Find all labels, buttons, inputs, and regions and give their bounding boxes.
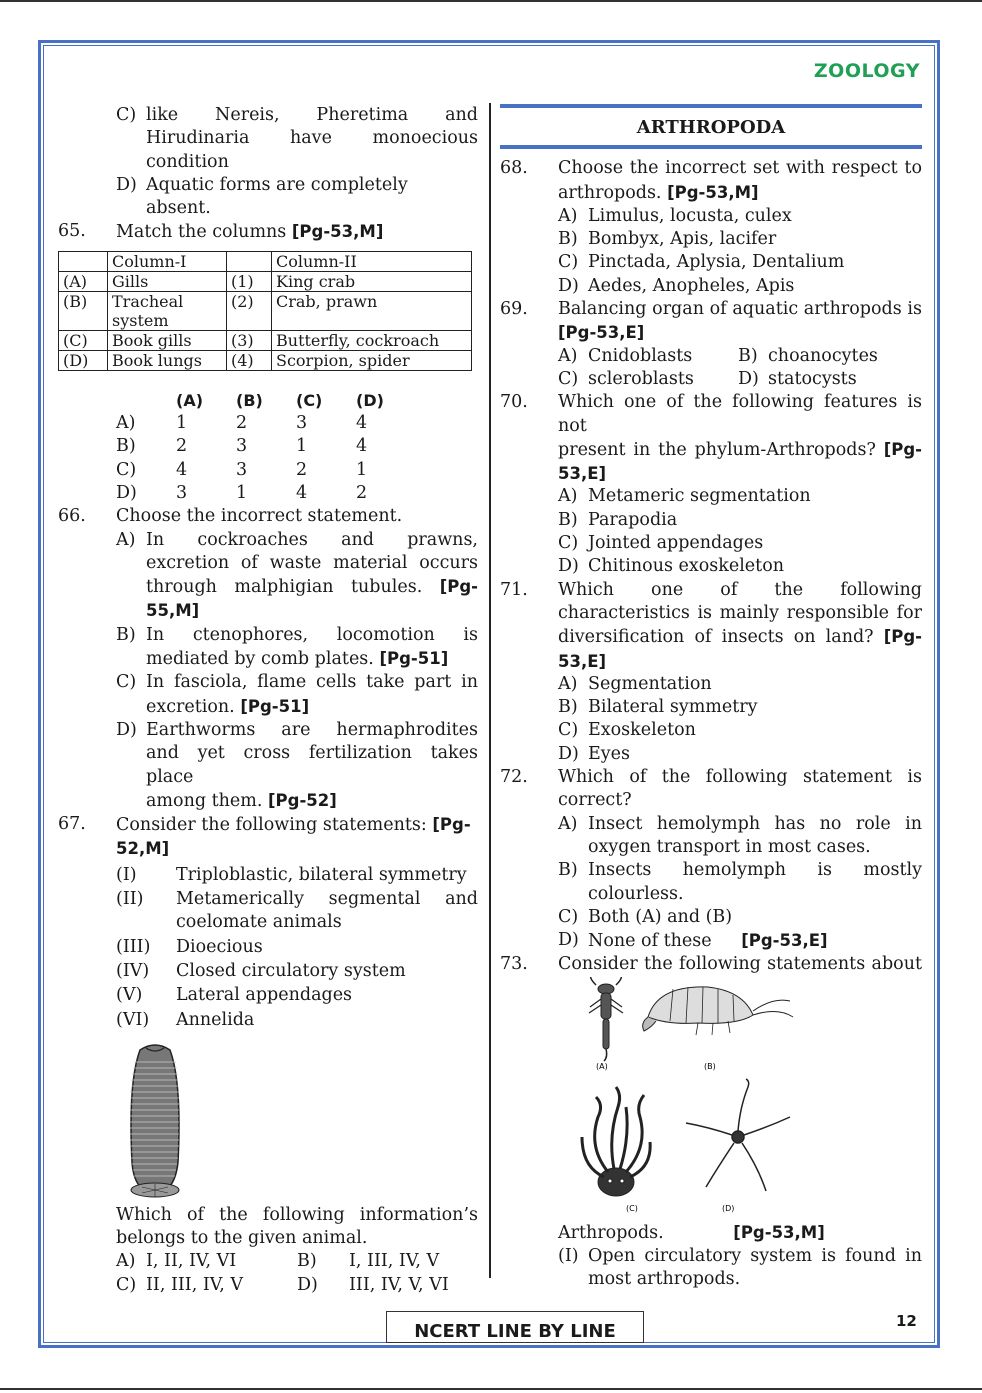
table-row — [59, 330, 472, 350]
option-label: B) — [116, 624, 136, 645]
statement-text: Triploblastic, bilateral symmetry — [176, 864, 467, 885]
cell: King crab — [272, 271, 472, 291]
answer-value: 2 — [296, 459, 308, 480]
q68-option — [558, 275, 922, 298]
option-label: D) — [558, 275, 579, 296]
page-reference: [Pg-53,E] — [741, 931, 828, 951]
statement-text: Annelida — [176, 1009, 255, 1030]
page-reference: [Pg-51] — [240, 696, 310, 716]
question-65 — [58, 220, 478, 244]
page-reference: [Pg-51] — [379, 649, 449, 669]
page-reference: [Pg-53,M] — [667, 182, 759, 202]
option-label: C) — [116, 459, 137, 480]
question-number: 70. — [500, 392, 528, 413]
table-row — [59, 271, 472, 291]
question-number: 65. — [58, 221, 86, 242]
option-label: B) — [116, 436, 136, 457]
fig-label-b: (B) — [704, 1061, 716, 1071]
option-label: D) — [116, 719, 137, 740]
option-text: condition — [146, 151, 229, 172]
option-label: B) — [297, 1251, 317, 1272]
q70-option — [558, 509, 922, 532]
question-71 — [500, 579, 922, 673]
match-table — [58, 251, 472, 371]
top-rule — [0, 0, 982, 2]
option-label: A) — [558, 673, 578, 694]
starfish-figure — [686, 1079, 790, 1191]
row-label: (C) — [59, 330, 108, 350]
option-label: C) — [558, 533, 579, 554]
option-text: choanocytes — [768, 345, 878, 366]
statement-number: (I) — [116, 864, 137, 885]
page-reference: [Pg- — [883, 439, 922, 459]
answer-value: 4 — [356, 413, 368, 434]
option-text: Parapodia — [588, 509, 678, 530]
q67-options-row2 — [116, 1274, 478, 1297]
row-label: (D) — [59, 350, 108, 370]
statement-number: (V) — [116, 985, 143, 1006]
q72-option-d — [558, 929, 922, 953]
option-label: A) — [558, 486, 578, 507]
q72-option-c — [558, 906, 922, 929]
answer-value: 1 — [296, 436, 308, 457]
option-label: B) — [558, 860, 578, 881]
right-column — [500, 104, 922, 1292]
question-text: characteristics is mainly responsible for — [558, 602, 922, 623]
q64-option-c — [116, 104, 478, 174]
option-text: Insect hemolymph has no role in — [588, 813, 922, 834]
fig-label-a: (A) — [596, 1061, 608, 1071]
page-reference: [Pg-53,M] — [291, 222, 384, 242]
option-text: I, II, IV, VI — [146, 1251, 237, 1272]
option-label: A) — [116, 1251, 136, 1272]
option-label: B) — [738, 345, 758, 366]
option-text: Limulus, locusta, culex — [588, 205, 792, 226]
scorpion-figure — [589, 977, 623, 1061]
option-text: Jointed appendages — [588, 533, 764, 554]
question-number: 69. — [500, 299, 528, 320]
earthworm-illustration — [120, 1042, 190, 1204]
statement-number: (I) — [558, 1245, 579, 1266]
statement-number: (IV) — [116, 960, 150, 981]
row-number: (3) — [227, 330, 272, 350]
q71-option — [558, 696, 922, 719]
answer-value: 4 — [296, 482, 308, 503]
left-column — [58, 104, 478, 1297]
question-text: Which of the following information’s — [116, 1204, 478, 1225]
fig-label-d: (D) — [722, 1203, 735, 1213]
q72-option-b — [558, 859, 922, 906]
option-text: In cockroaches and prawns, — [146, 529, 478, 550]
answer-value: 2 — [176, 436, 188, 457]
question-number: 71. — [500, 579, 528, 600]
section-heading: ARTHROPODA — [500, 104, 922, 149]
q64-option-d — [116, 174, 478, 221]
question-text: Consider the following statements: — [116, 815, 427, 836]
table-row — [59, 291, 472, 330]
option-text: statocysts — [768, 368, 857, 389]
cell: Scorpion, spider — [272, 350, 472, 370]
statement-text: most arthropods. — [588, 1269, 741, 1290]
option-text: among them. — [146, 790, 263, 811]
statement-item — [116, 864, 478, 887]
option-text: oxygen transport in most cases. — [588, 836, 871, 857]
statement-item — [116, 960, 478, 983]
prawn-figure — [643, 987, 793, 1035]
option-text: excretion. — [146, 696, 235, 717]
answer-value: 3 — [176, 482, 188, 503]
column-header: Column-II — [272, 251, 472, 271]
option-text: Eyes — [588, 743, 630, 764]
animal-figures — [578, 977, 798, 1221]
footer-title: NCERT LINE BY LINE — [386, 1311, 644, 1343]
statement-text: Open circulatory system is found in — [588, 1245, 922, 1266]
fig-label-c: (C) — [626, 1203, 638, 1213]
option-label: D) — [116, 174, 137, 195]
option-label: D) — [558, 556, 579, 577]
option-text: through malphigian tubules. — [146, 577, 423, 598]
statement-text: Metamerically segmental and coelomate animals — [176, 889, 478, 933]
question-number: 68. — [500, 158, 528, 179]
statement-text: Lateral appendages — [176, 985, 353, 1006]
statement-text: Closed circulatory system — [176, 960, 406, 981]
question-73 — [500, 953, 922, 976]
q69-options-row2 — [558, 368, 922, 391]
question-text: arthropods. — [558, 182, 662, 203]
option-text: Earthworms are hermaphrodites — [146, 719, 478, 740]
q73-statement-i — [558, 1245, 922, 1292]
option-text: like Nereis, Pheretima and — [146, 105, 478, 125]
q68-option — [558, 205, 922, 228]
question-text: Which one of the following — [558, 579, 922, 600]
question-text: present in the phylum-Arthropods? — [558, 439, 876, 460]
option-text: mediated by comb plates. — [146, 649, 374, 670]
option-label: A) — [558, 205, 578, 226]
option-label: A) — [558, 813, 578, 834]
option-text: colourless. — [588, 883, 684, 904]
column-divider — [489, 103, 491, 1278]
option-text: Exoskeleton — [588, 720, 696, 741]
cell: Tracheal system — [108, 291, 227, 330]
option-text: None of these — [588, 931, 712, 952]
question-text: Choose the incorrect set with respect to — [558, 158, 922, 179]
option-label: B) — [558, 229, 578, 250]
option-label: B) — [558, 509, 578, 530]
question-number: 67. — [58, 814, 86, 835]
q66-option-b — [116, 624, 478, 672]
option-text: II, III, IV, V — [146, 1274, 244, 1295]
cell: Butterfly, cockroach — [272, 330, 472, 350]
statement-text: Dioecious — [176, 936, 263, 957]
answer-header: (B) — [236, 390, 263, 410]
option-label: C) — [558, 906, 579, 927]
question-text: Balancing organ of aquatic arthropods is — [558, 299, 922, 320]
option-text: excretion of waste material occurs — [146, 552, 478, 573]
statement-number: (VI) — [116, 1009, 150, 1030]
q70-option — [558, 532, 922, 555]
option-label: A) — [116, 529, 136, 550]
answer-value: 1 — [176, 413, 188, 434]
question-72 — [500, 766, 922, 813]
answer-value: 3 — [296, 413, 308, 434]
answer-header: (C) — [296, 390, 323, 410]
option-text: and yet cross fertilization takes place — [146, 743, 478, 787]
statement-item — [116, 984, 478, 1007]
row-number: (1) — [227, 271, 272, 291]
question-text: Match the columns — [116, 222, 287, 243]
question-70 — [500, 391, 922, 485]
row-number: (4) — [227, 350, 272, 370]
q73-continuation — [558, 1221, 922, 1245]
question-69 — [500, 298, 922, 345]
bottom-rule — [0, 1388, 982, 1390]
question-number: 72. — [500, 767, 528, 788]
statement-item — [116, 936, 478, 959]
option-text: Aedes, Anopheles, Apis — [588, 275, 795, 296]
option-label: D) — [558, 743, 579, 764]
option-text: Hirudinaria have monoecious — [146, 128, 478, 149]
option-text: Metameric segmentation — [588, 486, 811, 507]
column-header: Column-I — [108, 251, 227, 271]
q68-option — [558, 251, 922, 274]
page-reference: [Pg-55,M] — [146, 577, 478, 621]
statement-item — [116, 888, 478, 935]
option-text: Pinctada, Aplysia, Dentalium — [588, 252, 845, 273]
statement-item — [116, 1009, 478, 1032]
question-68 — [500, 157, 922, 205]
option-text: In fasciola, flame cells take part in — [146, 672, 478, 693]
option-text: In ctenophores, locomotion is — [146, 624, 478, 645]
option-text: Both (A) and (B) — [588, 906, 733, 927]
answer-value: 4 — [356, 436, 368, 457]
cell: Crab, prawn — [272, 291, 472, 330]
option-label: C) — [558, 252, 579, 273]
question-text: Arthropods. — [558, 1222, 664, 1243]
option-text: III, IV, V, VI — [349, 1274, 449, 1295]
answer-value: 1 — [236, 482, 248, 503]
answer-value: 3 — [236, 436, 248, 457]
answer-value: 1 — [356, 459, 368, 480]
statement-number: (II) — [116, 889, 144, 910]
option-label: C) — [116, 672, 137, 693]
option-text: Aquatic forms are completely absent. — [146, 174, 408, 219]
option-label: D) — [558, 930, 579, 951]
arthropod-figures — [578, 977, 922, 1221]
option-text: Segmentation — [588, 673, 712, 694]
option-text: Bombyx, Apis, lacifer — [588, 229, 777, 250]
page-number: 12 — [896, 1312, 917, 1330]
q70-option — [558, 485, 922, 508]
question-text: Which of the following statement is — [558, 767, 922, 788]
question-text: belongs to the given animal. — [116, 1228, 368, 1249]
question-text: Choose the incorrect statement. — [116, 506, 403, 527]
page-reference: 53,E] — [558, 464, 607, 484]
answer-value: 2 — [356, 482, 368, 503]
option-label: D) — [116, 482, 137, 503]
q71-option — [558, 673, 922, 696]
question-text: Which one of the following features is not — [558, 392, 922, 436]
option-label: C) — [116, 1274, 137, 1295]
option-label: C) — [116, 105, 137, 125]
option-text: Cnidoblasts — [588, 345, 693, 366]
row-label: (B) — [59, 291, 108, 330]
answer-header: (D) — [356, 390, 384, 410]
answer-header: (A) — [176, 390, 204, 410]
option-text: Chitinous exoskeleton — [588, 556, 785, 577]
option-label: C) — [558, 368, 579, 389]
q71-option — [558, 743, 922, 766]
page-reference: [Pg-53,E] — [558, 323, 645, 343]
row-label: (A) — [59, 271, 108, 291]
answer-value: 2 — [236, 413, 248, 434]
option-label: A) — [558, 345, 578, 366]
cell: Gills — [108, 271, 227, 291]
earthworm-figure — [120, 1042, 478, 1204]
question-text: diversification of insects on land? — [558, 627, 874, 648]
page-reference: [Pg- — [883, 627, 922, 647]
cell: Book gills — [108, 330, 227, 350]
q72-option-a — [558, 813, 922, 860]
q66-option-a — [116, 529, 478, 624]
option-label: C) — [558, 720, 579, 741]
question-67 — [58, 813, 478, 862]
q70-option — [558, 555, 922, 578]
q69-options-row1 — [558, 345, 922, 368]
page-reference: [Pg-52,M] — [116, 815, 471, 859]
question-66 — [58, 505, 478, 528]
question-number: 73. — [500, 954, 528, 975]
q66-option-d — [116, 719, 478, 813]
option-label: A) — [116, 413, 136, 434]
question-text: correct? — [558, 790, 632, 811]
option-text: Insects hemolymph is mostly — [588, 860, 922, 881]
statement-number: (III) — [116, 936, 151, 957]
q66-option-c — [116, 671, 478, 719]
subject-heading: ZOOLOGY — [813, 60, 920, 82]
q71-option — [558, 719, 922, 742]
option-text: scleroblasts — [588, 368, 694, 389]
page-reference: 53,E] — [558, 651, 607, 671]
cell: Book lungs — [108, 350, 227, 370]
page-reference: [Pg-52] — [268, 790, 337, 810]
q67-options-row1 — [116, 1250, 478, 1273]
option-label: D) — [297, 1274, 318, 1295]
question-number: 66. — [58, 506, 86, 527]
table-row — [59, 350, 472, 370]
q68-option — [558, 228, 922, 251]
answer-value: 3 — [236, 459, 248, 480]
option-text: I, III, IV, V — [349, 1251, 440, 1272]
option-text: Bilateral symmetry — [588, 697, 758, 718]
row-number: (2) — [227, 291, 272, 330]
answer-grid — [116, 389, 478, 505]
option-label: B) — [558, 697, 578, 718]
option-label: D) — [738, 368, 759, 389]
question-text: Consider the following statements about — [558, 954, 922, 975]
page-reference: [Pg-53,M] — [733, 1222, 825, 1242]
octopus-figure — [582, 1087, 650, 1196]
answer-value: 4 — [176, 459, 188, 480]
